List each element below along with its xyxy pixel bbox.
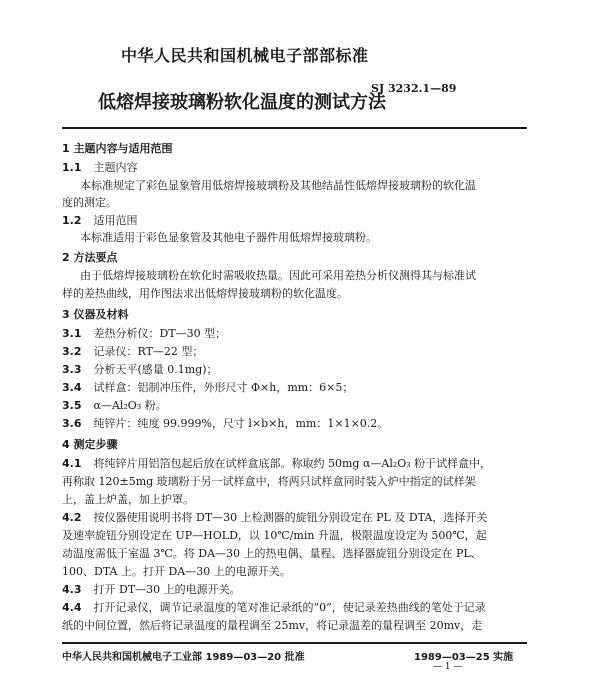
text-line: 打开记录仪，调节记录温度的笔对准记录纸的“0”，使记录差热曲线的笔处于记录 [93,601,486,614]
item-text: 试样盒：铝制冲压件，外形尺寸 Φ×h，mm：6×5； [93,381,354,394]
item-text: α—Al₂O₃ 粉。 [93,399,167,412]
clause-title: 主题内容 [93,161,138,174]
text-line: 由于低熔焊接玻璃粉在软化时需吸收热量。因此可采用差热分析仪测得其与标准试 [80,269,476,282]
section-4-4 [62,599,486,617]
item-text: 打开 DT—30 上的电源开关。 [93,583,241,596]
list-item [62,415,388,433]
document-title: 低熔焊接玻璃粉软化温度的测试方法 [98,92,386,113]
clause-number: 3.2 [62,345,82,358]
text-line: 上，盖上炉盖，加上护罩。 [62,493,194,506]
section-4-3 [62,581,241,599]
section-1-2 [62,212,138,230]
text-line: 将纯锌片用铝箔包起后放在试样盒底部。称取约 50mg α—Al₂O₃ 粉于试样盒中， [93,457,492,470]
item-text: 差热分析仪：DT—30 型； [93,327,227,340]
list-item [62,325,226,343]
effective-date: 1989—03—25 实施 [414,652,514,663]
section-4-1 [62,455,491,473]
clause-number: 4.3 [62,583,82,596]
text-line: 纸的中间位置，然后将记录温度的量程调至 25mv，将记录温差的量程调至 20mv，走 [62,619,483,632]
text-line: 本标准规定了彩色显象管用低熔焊接玻璃粉及其他结晶性低熔焊接玻璃粉的软化温 [80,179,476,192]
text-line: 100、DTA 上。打开 DA—30 上的电源开关。 [62,565,291,578]
clause-number: 1.2 [62,214,82,227]
list-item [62,379,353,397]
text-line: 本标准适用于彩色显象管及其他电子器件用低熔焊接玻璃粉。 [80,231,377,244]
text-line: 样的差热曲线，用作图法求出低熔焊接玻璃粉的软化温度。 [62,287,348,300]
item-text: 分析天平(感量 0.1mg)； [93,363,218,376]
section-1-heading: 1 主题内容与适用范围 [62,142,173,155]
item-text: 记录仪：RT—22 型； [93,345,204,358]
clause-number: 1.1 [62,161,82,174]
item-text: 纯锌片：纯度 99.999%，尺寸 l×b×h，mm：1×1×0.2。 [93,417,389,430]
section-4-heading: 4 测定步骤 [62,438,118,451]
page-number: — 1 — [433,662,463,672]
clause-number: 4.2 [62,511,82,524]
text-line: 动温度需低于室温 3℃。将 DA—30 上的热电偶、量程、选择器旋钮分别设定在 PL、 [62,547,482,560]
list-item [62,397,167,415]
clause-number: 4.1 [62,457,82,470]
standard-code: SJ 3232.1—89 [371,82,457,95]
clause-number: 3.3 [62,363,82,376]
text-line: 按仪器使用说明书将 DT—30 上检测器的旋钮分别设定在 PL 及 DTA，选择开关 [93,511,488,524]
text-line: 及速率旋钮分别设定在 UP—HOLD，以 10℃/min 升温，极限温度设定为 500℃，起 [62,529,487,542]
clause-number: 3.6 [62,417,82,430]
section-3-heading: 3 仪器及材料 [62,308,129,321]
footer-rule [62,642,527,644]
text-line: 度的测定。 [62,196,117,209]
text-line: 再称取 120±5mg 玻璃粉于另一试样盒中，将两只试样盒同时装入炉中指定的试样架 [62,475,476,488]
clause-title: 适用范围 [93,214,138,227]
org-title: 中华人民共和国机械电子部部标准 [121,46,369,65]
section-4-2 [62,509,487,527]
list-item [62,343,203,361]
section-2-heading: 2 方法要点 [62,251,118,264]
clause-number: 3.4 [62,381,82,394]
header-rule [62,127,527,129]
clause-number: 4.4 [62,601,82,614]
clause-number: 3.5 [62,399,82,412]
approval-line: 中华人民共和国机械电子工业部 1989—03—20 批准 [62,652,305,663]
clause-number: 3.1 [62,327,82,340]
list-item [62,361,218,379]
section-1-1 [62,159,138,177]
